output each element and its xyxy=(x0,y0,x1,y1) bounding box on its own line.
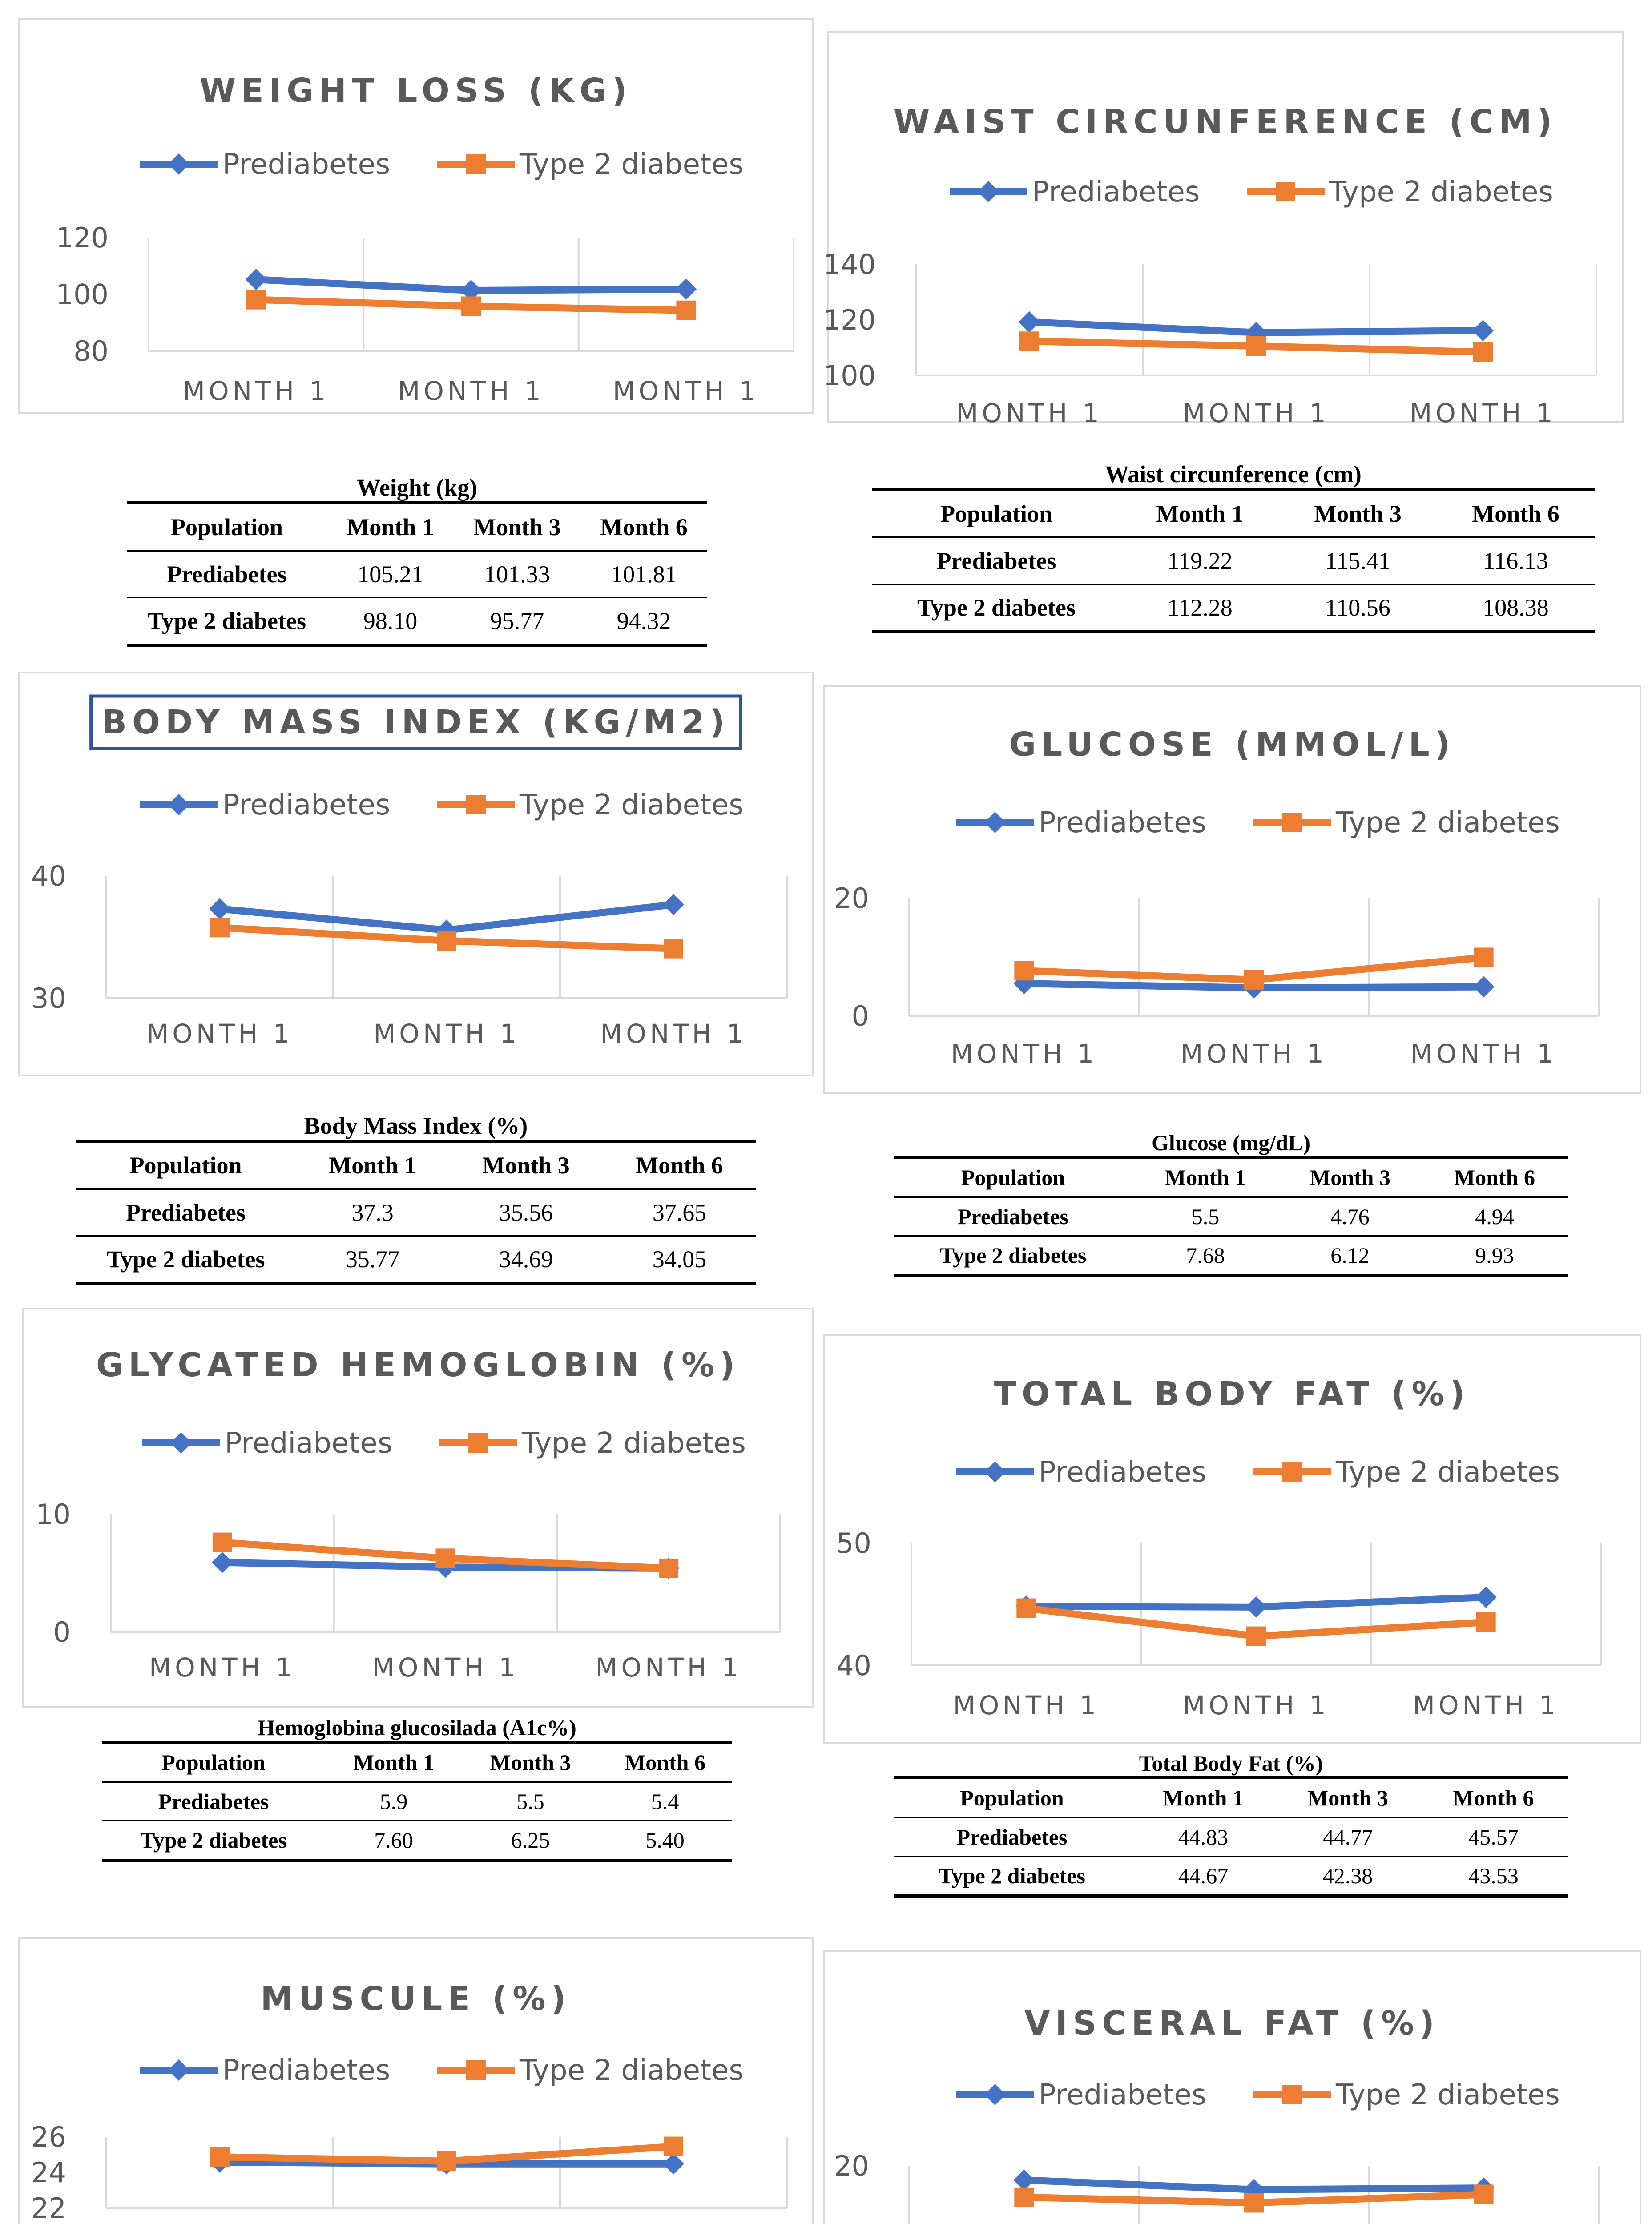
table-caption: Total Body Fat (%) xyxy=(1139,1751,1323,1776)
table-caption: Hemoglobina glucosilada (A1c%) xyxy=(258,1715,576,1740)
y-tick-label: 140 xyxy=(823,248,876,281)
legend xyxy=(140,148,744,181)
data-point xyxy=(664,2137,683,2156)
table-cell: 5.9 xyxy=(325,1782,463,1821)
series-prediabetes xyxy=(246,269,697,301)
data-point xyxy=(1019,331,1039,351)
legend xyxy=(956,806,1560,839)
legend xyxy=(956,1456,1560,1489)
legend-marker xyxy=(984,1461,1006,1483)
table-cell: 105.21 xyxy=(327,551,454,598)
column-header: Month 1 xyxy=(327,503,454,551)
chart-title: WAIST CIRCUNFERENCE (CM) xyxy=(893,103,1558,141)
table-cell: 94.32 xyxy=(616,608,671,634)
legend-label: Type 2 diabetes xyxy=(520,148,744,181)
data-point xyxy=(437,931,456,951)
table-caption: Glucose (mg/dL) xyxy=(1152,1130,1310,1155)
legend-label: Prediabetes xyxy=(222,148,391,181)
y-tick-label: 100 xyxy=(56,278,109,311)
x-tick-label: MONTH 1 xyxy=(953,1690,1100,1720)
legend-marker xyxy=(984,812,1006,833)
x-tick-label: MONTH 1 xyxy=(1183,1690,1330,1720)
legend-marker xyxy=(466,2060,486,2080)
legend-label: Prediabetes xyxy=(222,2054,391,2087)
table-cell: 35.56 xyxy=(449,1189,603,1236)
y-tick-label: 50 xyxy=(836,1527,871,1559)
table-cell: 34.69 xyxy=(499,1246,553,1273)
row-label: Type 2 diabetes xyxy=(147,608,306,634)
column-header: Population xyxy=(127,503,327,551)
table-cell: 43.53 xyxy=(1468,1863,1519,1888)
table-cell: 5.4 xyxy=(598,1782,732,1821)
table-cell: 42.38 xyxy=(1322,1863,1373,1888)
table-cell: 44.67 xyxy=(1178,1863,1229,1888)
column-header: Month 3 xyxy=(1279,1157,1421,1197)
row-label: Prediabetes xyxy=(127,551,327,598)
row-label: Type 2 diabetes xyxy=(917,594,1076,621)
data-point xyxy=(676,301,696,320)
data-point xyxy=(246,269,267,290)
row-label: Type 2 diabetes xyxy=(939,1243,1087,1268)
bmi-chart xyxy=(18,672,814,1076)
legend xyxy=(956,2079,1560,2111)
y-tick-label: 100 xyxy=(823,359,876,392)
table-header-row xyxy=(894,1157,1568,1197)
column-header: Population xyxy=(102,1742,325,1782)
column-header: Month 3 xyxy=(463,1742,598,1782)
data-point xyxy=(1019,311,1040,333)
x-tick-label: MONTH 1 xyxy=(612,376,760,406)
muscle-chart xyxy=(18,1937,814,2224)
table-cell: 101.81 xyxy=(580,551,707,598)
row-label: Prediabetes xyxy=(872,537,1121,584)
data-point xyxy=(1476,1612,1496,1632)
legend-marker xyxy=(1282,2085,1302,2104)
chart-title: GLYCATED HEMOGLOBIN (%) xyxy=(96,1346,740,1384)
x-tick-label: MONTH 1 xyxy=(146,1019,293,1049)
table-row xyxy=(894,1236,1568,1276)
table-header-row xyxy=(894,1778,1568,1818)
chart-title: TOTAL BODY FAT (%) xyxy=(994,1375,1471,1413)
table-cell: 7.60 xyxy=(374,1828,413,1853)
column-header: Month 3 xyxy=(1279,490,1437,538)
data-point xyxy=(659,1559,678,1578)
x-tick-label: MONTH 1 xyxy=(951,1039,1098,1069)
legend-label: Prediabetes xyxy=(225,1427,393,1460)
data-point xyxy=(1014,961,1034,980)
x-tick-label: MONTH 1 xyxy=(956,398,1103,428)
legend-marker xyxy=(468,1433,488,1453)
x-tick-label: MONTH 1 xyxy=(1183,398,1330,428)
bodyfat-chart xyxy=(823,1334,1641,1744)
legend xyxy=(142,1427,746,1460)
weight-table xyxy=(127,474,707,647)
y-tick-label: 120 xyxy=(823,304,876,336)
data-point xyxy=(436,1548,455,1568)
column-header: Month 1 xyxy=(1121,490,1279,538)
bmi-chart-svg xyxy=(20,673,812,1075)
hba1c-chart xyxy=(22,1308,814,1708)
legend-label: Type 2 diabetes xyxy=(522,1427,746,1460)
table-cell: 34.05 xyxy=(652,1246,707,1273)
table-cell: 5.5 xyxy=(463,1782,598,1821)
weight-chart xyxy=(18,18,814,414)
bodyfat-chart-svg xyxy=(825,1336,1640,1742)
data-point xyxy=(1246,336,1266,356)
legend-marker xyxy=(466,154,486,174)
chart-title: GLUCOSE (MMOL/L) xyxy=(1009,725,1455,764)
legend-marker xyxy=(170,1432,192,1454)
visceral-chart-svg xyxy=(825,1952,1640,2224)
data-point xyxy=(663,894,684,915)
table-row xyxy=(872,537,1595,584)
column-header: Month 6 xyxy=(1437,490,1595,538)
table-cell: 101.33 xyxy=(454,551,580,598)
legend-marker xyxy=(1282,1462,1302,1482)
table-caption: Waist circunference (cm) xyxy=(1105,461,1362,488)
column-header: Month 1 xyxy=(1130,1778,1277,1818)
glucose-table xyxy=(894,1130,1568,1277)
column-header: Population xyxy=(894,1778,1130,1818)
legend-marker xyxy=(168,794,189,815)
y-tick-label: 40 xyxy=(836,1649,871,1682)
data-point xyxy=(663,2153,684,2175)
chart-title: WEIGHT LOSS (KG) xyxy=(199,72,633,110)
data-point xyxy=(209,898,230,919)
legend-label: Prediabetes xyxy=(1039,806,1207,839)
legend-marker xyxy=(1276,182,1295,201)
data-point xyxy=(1244,2193,1264,2212)
table-cell: 98.10 xyxy=(363,608,418,634)
table-row xyxy=(76,1236,756,1284)
y-tick-label: 40 xyxy=(31,860,66,892)
row-label: Type 2 diabetes xyxy=(106,1246,265,1273)
data-point xyxy=(1475,1587,1497,1608)
column-header: Month 1 xyxy=(325,1742,463,1782)
table-cell: 6.25 xyxy=(511,1828,550,1853)
data-point xyxy=(246,290,266,310)
table-row xyxy=(127,598,707,645)
chart-title: MUSCULE (%) xyxy=(260,1980,572,2018)
table-cell: 95.77 xyxy=(490,608,544,634)
data-point xyxy=(1246,1627,1266,1646)
row-label: Prediabetes xyxy=(76,1189,296,1236)
legend-marker xyxy=(168,2059,189,2081)
data-point xyxy=(1474,2185,1494,2204)
bodyfat-table xyxy=(894,1750,1568,1898)
table-cell: 37.65 xyxy=(603,1189,756,1236)
table-header-row xyxy=(102,1742,732,1782)
data-point xyxy=(1245,1596,1267,1618)
waist-chart xyxy=(823,31,1624,428)
x-tick-label: MONTH 1 xyxy=(1410,398,1556,428)
table-cell: 116.13 xyxy=(1437,537,1595,584)
hba1c-table xyxy=(102,1715,732,1862)
table-cell: 5.40 xyxy=(645,1828,685,1853)
legend-label: Prediabetes xyxy=(1032,176,1200,209)
y-tick-label: 120 xyxy=(56,222,109,254)
chart-title: BODY MASS INDEX (KG/M2) xyxy=(101,703,730,741)
data-point xyxy=(1014,2188,1034,2207)
data-point xyxy=(664,939,683,959)
legend-label: Type 2 diabetes xyxy=(1336,806,1560,839)
row-label: Prediabetes xyxy=(894,1197,1132,1236)
legend-label: Prediabetes xyxy=(222,789,391,822)
column-header: Month 6 xyxy=(1421,1157,1568,1197)
data-point xyxy=(1473,976,1495,998)
column-header: Month 1 xyxy=(296,1141,449,1189)
table-cell: 45.57 xyxy=(1419,1817,1568,1857)
table-header-row xyxy=(76,1141,756,1189)
data-point xyxy=(1473,342,1493,362)
y-tick-label: 26 xyxy=(31,2121,66,2153)
table-cell: 108.38 xyxy=(1483,594,1549,621)
column-header: Month 6 xyxy=(1419,1778,1568,1818)
column-header: Month 3 xyxy=(1277,1778,1419,1818)
table-cell: 4.94 xyxy=(1421,1197,1568,1236)
table-cell: 37.3 xyxy=(296,1189,449,1236)
table-cell: 44.77 xyxy=(1277,1817,1419,1857)
x-tick-label: MONTH 1 xyxy=(182,376,330,406)
legend-marker xyxy=(1282,813,1302,832)
legend-label: Prediabetes xyxy=(1039,1456,1207,1489)
chart-title: VISCERAL FAT (%) xyxy=(1024,2004,1440,2043)
x-tick-label: MONTH 1 xyxy=(373,1019,520,1049)
legend-marker xyxy=(978,181,999,202)
x-tick-label: MONTH 1 xyxy=(600,1019,747,1049)
row-label: Prediabetes xyxy=(894,1817,1130,1857)
legend-label: Type 2 diabetes xyxy=(1336,2079,1560,2111)
y-tick-label: 10 xyxy=(36,1498,71,1531)
table-cell: 7.68 xyxy=(1186,1243,1225,1268)
legend-marker xyxy=(466,795,486,814)
weight-chart-svg xyxy=(20,20,812,412)
data-point xyxy=(461,296,481,316)
row-label: Type 2 diabetes xyxy=(939,1863,1085,1888)
data-point xyxy=(210,2147,230,2167)
table-cell: 115.41 xyxy=(1279,537,1437,584)
x-tick-label: MONTH 1 xyxy=(372,1652,519,1683)
table-header-row xyxy=(872,490,1595,538)
bmi-table xyxy=(76,1112,756,1285)
visceral-chart xyxy=(823,1950,1641,2224)
muscle-chart-svg xyxy=(20,1939,812,2224)
legend-label: Type 2 diabetes xyxy=(520,2054,744,2087)
x-tick-label: MONTH 1 xyxy=(595,1652,742,1683)
column-header: Population xyxy=(872,490,1121,538)
data-point xyxy=(1472,320,1494,341)
table-row xyxy=(894,1857,1568,1896)
column-header: Month 6 xyxy=(580,503,707,551)
glucose-chart-svg xyxy=(825,687,1640,1092)
hba1c-chart-svg xyxy=(24,1309,812,1706)
column-header: Population xyxy=(76,1141,296,1189)
column-header: Population xyxy=(894,1157,1132,1197)
x-tick-label: MONTH 1 xyxy=(149,1652,296,1683)
table-header-row xyxy=(127,503,707,551)
data-point xyxy=(1474,947,1494,967)
data-point xyxy=(213,1533,232,1552)
y-tick-label: 20 xyxy=(834,882,869,915)
legend xyxy=(950,176,1553,209)
table-row xyxy=(127,551,707,598)
table-cell: 112.28 xyxy=(1167,594,1233,621)
x-tick-label: MONTH 1 xyxy=(398,376,544,406)
table-cell: 35.77 xyxy=(345,1246,400,1273)
data-point xyxy=(210,918,230,937)
y-tick-label: 0 xyxy=(53,1616,71,1648)
legend-marker xyxy=(984,2084,1006,2105)
waist-chart-svg xyxy=(823,33,1622,428)
table-cell: 9.93 xyxy=(1475,1243,1514,1268)
waist-table xyxy=(872,460,1595,633)
table-row xyxy=(872,584,1595,632)
legend xyxy=(140,2054,744,2087)
x-tick-label: MONTH 1 xyxy=(1181,1039,1327,1069)
column-header: Month 6 xyxy=(603,1141,756,1189)
y-tick-label: 24 xyxy=(31,2156,66,2189)
table-row xyxy=(76,1189,756,1236)
column-header: Month 3 xyxy=(454,503,580,551)
x-tick-label: MONTH 1 xyxy=(1410,1039,1557,1069)
table-row xyxy=(894,1197,1568,1236)
legend-label: Type 2 diabetes xyxy=(520,789,744,822)
row-label: Type 2 diabetes xyxy=(140,1828,287,1853)
table-caption: Body Mass Index (%) xyxy=(304,1112,528,1139)
column-header: Month 1 xyxy=(1132,1157,1279,1197)
legend-marker xyxy=(168,153,189,175)
column-header: Month 3 xyxy=(449,1141,603,1189)
table-cell: 119.22 xyxy=(1121,537,1279,584)
data-point xyxy=(1244,970,1264,990)
column-header: Month 6 xyxy=(598,1742,732,1782)
table-row xyxy=(894,1817,1568,1857)
y-tick-label: 22 xyxy=(31,2192,66,2224)
table-cell: 6.12 xyxy=(1330,1243,1370,1268)
table-row xyxy=(102,1782,732,1821)
table-row xyxy=(102,1821,732,1861)
y-tick-label: 80 xyxy=(73,335,109,367)
data-point xyxy=(212,1552,233,1573)
y-tick-label: 0 xyxy=(851,1000,869,1032)
data-point xyxy=(437,2151,456,2171)
table-cell: 5.5 xyxy=(1132,1197,1279,1236)
x-tick-label: MONTH 1 xyxy=(1412,1690,1559,1720)
y-tick-label: 30 xyxy=(31,982,66,1015)
table-cell: 110.56 xyxy=(1325,594,1390,621)
table-cell: 44.83 xyxy=(1130,1817,1277,1857)
legend-label: Prediabetes xyxy=(1039,2079,1207,2111)
legend-label: Type 2 diabetes xyxy=(1336,1456,1560,1489)
legend-label: Type 2 diabetes xyxy=(1329,176,1553,209)
table-caption: Weight (kg) xyxy=(356,474,478,501)
data-point xyxy=(675,278,697,300)
glucose-chart xyxy=(823,685,1641,1094)
data-point xyxy=(1016,1599,1036,1618)
row-label: Prediabetes xyxy=(102,1782,325,1821)
table-cell: 4.76 xyxy=(1279,1197,1421,1236)
y-tick-label: 20 xyxy=(834,2150,869,2182)
legend xyxy=(140,789,744,822)
